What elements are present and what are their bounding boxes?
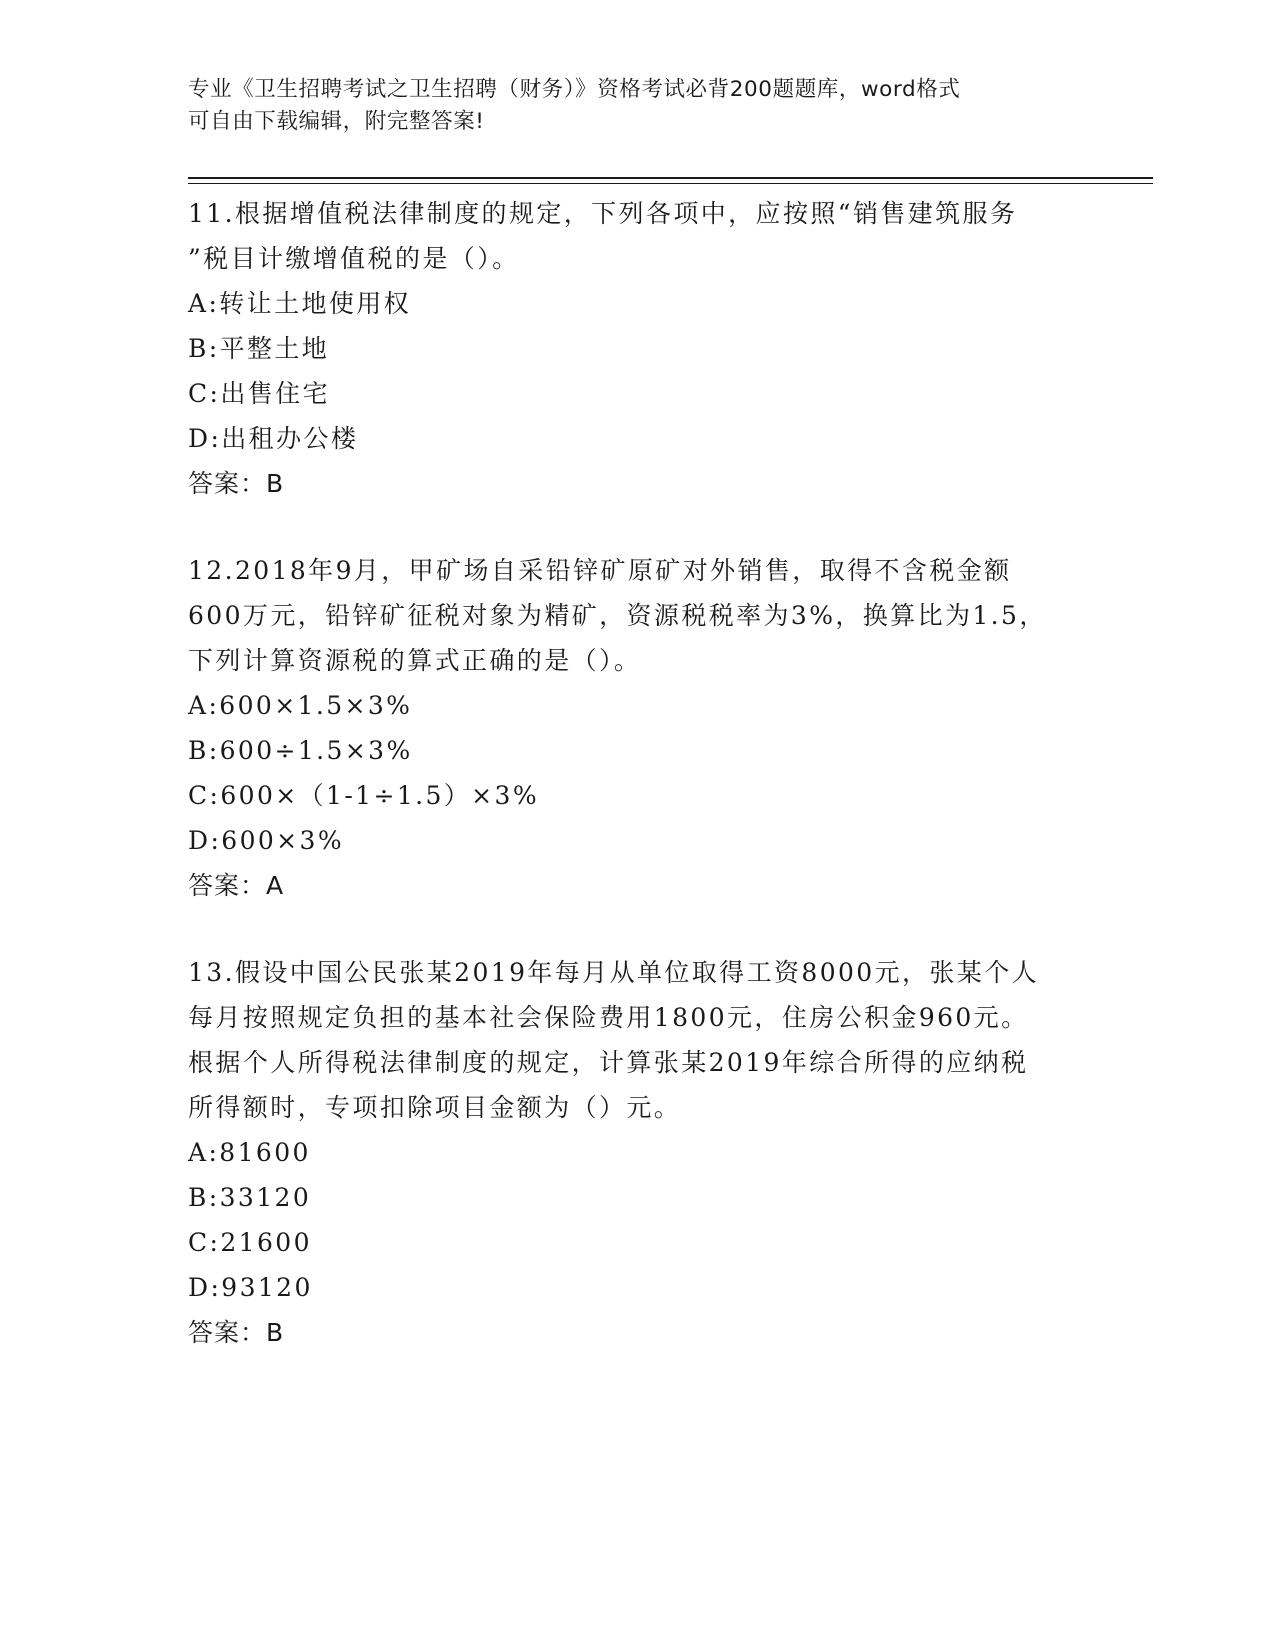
option-a: A:600×1.5×3% [188,691,413,720]
option-d: D:600×3% [188,826,344,855]
option-b: B:平整土地 [188,334,330,363]
option-c: C:出售住宅 [188,379,330,408]
question-stem-line: 600万元，铅锌矿征税对象为精矿，资源税税率为3%，换算比为1.5， [188,601,1047,630]
option-c: C:21600 [188,1228,312,1257]
question-stem-line: 11.根据增值税法律制度的规定，下列各项中，应按照“销售建筑服务 [188,199,1018,228]
question-12 [188,548,1088,908]
option-a: A:转让土地使用权 [188,289,412,318]
header-divider-thick [188,177,1153,179]
question-stem-line: 每月按照规定负担的基本社会保险费用1800元，住房公积金960元。 [188,1003,1029,1032]
question-stem [188,950,1088,1130]
question-list [188,191,1088,1355]
option-b: B:33120 [188,1183,312,1212]
answer-label: 答案：B [188,469,285,498]
answer-label: 答案：A [188,871,285,900]
option-c: C:600×（1-1÷1.5）×3% [188,781,539,810]
question-11 [188,191,1088,506]
header-title-line-1: 专业《卫生招聘考试之卫生招聘（财务）》资格考试必背200题题库，word格式 [188,77,961,102]
answer-label: 答案：B [188,1318,285,1347]
option-d: D:93120 [188,1273,313,1302]
question-stem-line: 12.2018年9月，甲矿场自采铅锌矿原矿对外销售，取得不含税金额 [188,556,1012,585]
document-header [188,74,1088,138]
question-stem-line: 13.假设中国公民张某2019年每月从单位取得工资8000元，张某个人 [188,958,1040,987]
header-title-line-2: 可自由下载编辑，附完整答案! [188,109,485,134]
option-d: D:出租办公楼 [188,424,359,453]
question-stem-line: 所得额时，专项扣除项目金额为（）元。 [188,1093,682,1122]
question-stem [188,191,1088,281]
question-stem-line: 下列计算资源税的算式正确的是（）。 [188,646,642,675]
question-stem [188,548,1088,683]
question-stem-line: 根据个人所得税法律制度的规定，计算张某2019年综合所得的应纳税 [188,1048,1029,1077]
question-13 [188,950,1088,1355]
header-divider-thin [188,183,1153,184]
option-a: A:81600 [188,1138,311,1167]
option-b: B:600÷1.5×3% [188,736,413,765]
question-stem-line: ”税目计缴增值税的是（）。 [188,244,520,273]
